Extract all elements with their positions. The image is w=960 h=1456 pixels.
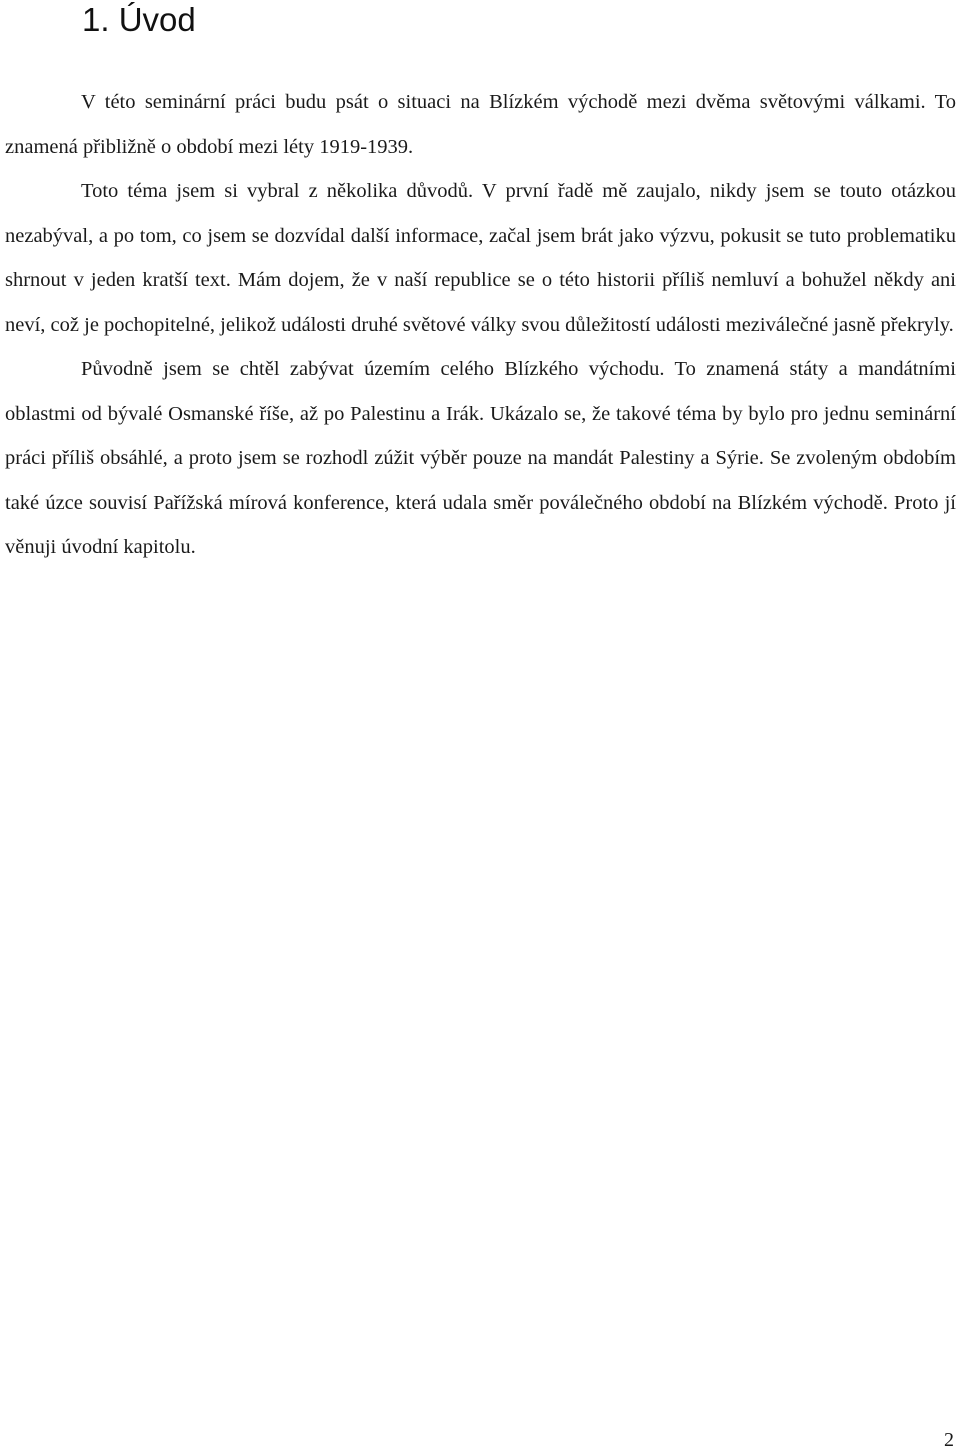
paragraph: V této seminární práci budu psát o situaci na Blízkém východě mezi dvěma světovými válkami. To znamená přibližně o období mezi léty 1919-1939. (5, 91, 956, 158)
page-number: 2 (944, 1429, 954, 1451)
paragraph: Toto téma jsem si vybral z několika důvodů. V první řadě mě zaujalo, nikdy jsem se touto otázkou nezabýval, a po tom, co jsem se dozvídal další informace, začal jsem brát jako výzvu, pokusit se tuto problematiku shrnout v jeden kratší text. Mám dojem, že v naší republice se o této historii příliš nemluví a bohužel někdy ani neví, což je pochopitelné, jelikož události druhé světové války svou důležitostí události meziválečné jasně překryly. (5, 180, 956, 336)
paragraph: Původně jsem se chtěl zabývat územím celého Blízkého východu. To znamená státy a mandátními oblastmi od bývalé Osmanské říše, až po Palestinu a Irák. Ukázalo se, že takové téma by bylo pro jednu seminární práci příliš obsáhlé, a proto jsem se rozhodl zúžit výběr pouze na mandát Palestiny a Sýrie. Se zvoleným obdobím také úzce souvisí Pařížská mírová konference, která udala směr poválečného období na Blízkém východě. Proto jí věnuji úvodní kapitolu. (5, 358, 956, 558)
chapter-body (5, 80, 956, 570)
chapter-heading: 1. Úvod (82, 1, 196, 38)
